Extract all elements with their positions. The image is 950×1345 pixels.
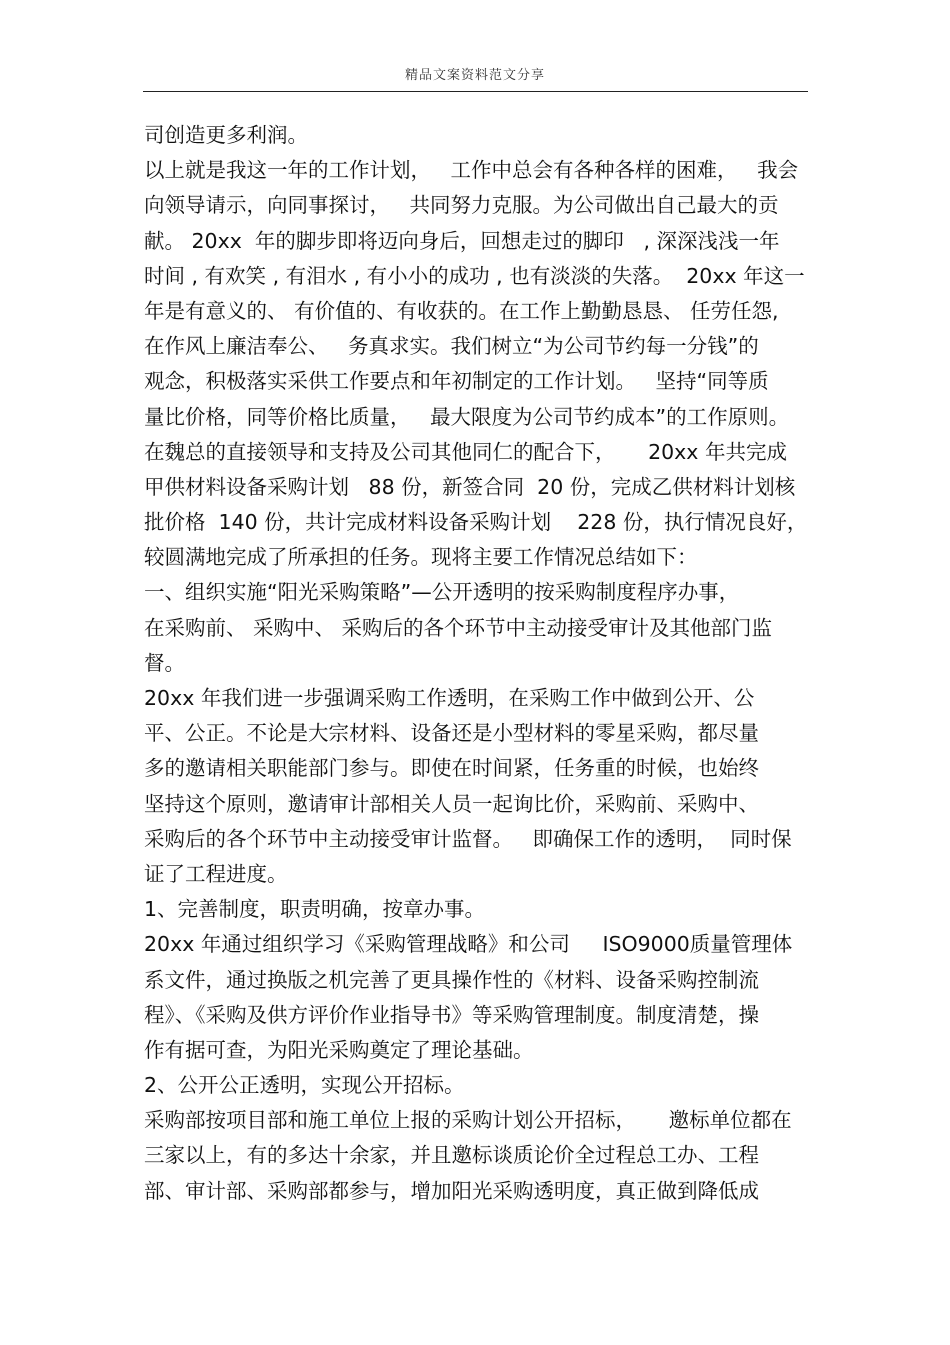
text-line: 坚持这个原则，邀请审计部相关人员一起询比价，采购前、采购中、 [144, 791, 759, 816]
text-line: 采购部按项目部和施工单位上报的采购计划公开招标， 邀标单位都在 [144, 1108, 792, 1133]
text-line: 多的邀请相关职能部门参与。即使在时间紧，任务重的时候，也始终 [144, 756, 759, 781]
text-line: 程》、《采购及供方评价作业指导书》等采购管理制度。制度清楚，操 [144, 1002, 759, 1027]
text-line: 司创造更多利润。 [144, 123, 308, 147]
section-heading: 一、组织实施“阳光采购策略”—公开透明的按采购制度程序办事， [144, 580, 740, 605]
text-line: 甲供材料设备采购计划 88 份，新签合同 20 份，完成乙供材料计划核 [144, 474, 796, 499]
text-line: 以上就是我这一年的工作计划， 工作中总会有各种各样的困难， 我会 [144, 158, 799, 183]
text-line: 20xx 年通过组织学习《采购管理战略》和公司 ISO9000质量管理体 [144, 932, 793, 957]
text-line: 时间 , 有欢笑 , 有泪水 , 有小小的成功 , 也有淡淡的失落。 20xx 年这一 [144, 263, 805, 288]
text-line: 三家以上，有的多达十余家，并且邀标谈质论价全过程总工办、工程 [144, 1143, 759, 1168]
text-line: 观念，积极落实采供工作要点和年初制定的工作计划。 坚持“同等质 [144, 369, 769, 394]
subsection-heading: 2、公开公正透明，实现公开招标。 [144, 1073, 465, 1098]
subsection-heading: 1、完善制度，职责明确，按章办事。 [144, 897, 486, 922]
text-line: 较圆满地完成了所承担的任务。现将主要工作情况总结如下： [144, 545, 698, 570]
text-line: 督。 [144, 650, 185, 675]
text-line: 献。 20xx 年的脚步即将迈向身后，回想走过的脚印 , 深深浅浅一年 [144, 228, 780, 253]
text-line: 向领导请示，向同事探讨， 共同努力克服。为公司做出自己最大的贡 [144, 193, 779, 218]
text-line: 平、公正。不论是大宗材料、设备还是小型材料的零星采购，都尽量 [144, 721, 759, 746]
document-body [144, 118, 809, 1209]
text-line: 采购后的各个环节中主动接受审计监督。 即确保工作的透明， 同时保 [144, 826, 792, 851]
text-line: 20xx 年我们进一步强调采购工作透明，在采购工作中做到公开、公 [144, 686, 755, 710]
header-divider [143, 91, 808, 92]
text-line: 在作风上廉洁奉公、 务真求实。我们树立“为公司节约每一分钱”的 [144, 334, 759, 359]
text-line: 作有据可查，为阳光采购奠定了理论基础。 [144, 1037, 534, 1062]
text-line: 系文件，通过换版之机完善了更具操作性的《材料、设备采购控制流 [144, 967, 759, 992]
text-line: 证了工程进度。 [144, 861, 288, 886]
text-line: 量比价格，同等价格比质量， 最大限度为公司节约成本”的工作原则。 [144, 404, 790, 429]
text-line: 年是有意义的、 有价值的、有收获的。在工作上勤勤恳恳、 任劳任怨, [144, 298, 779, 323]
text-line: 批价格 140 份，共计完成材料设备采购计划 228 份，执行情况良好， [144, 510, 808, 535]
text-line: 在魏总的直接领导和支持及公司其他同仁的配合下， 20xx 年共完成 [144, 439, 787, 464]
page-header: 精品文案资料范文分享 [404, 68, 545, 83]
text-line: 部、审计部、采购部都参与，增加阳光采购透明度，真正做到降低成 [144, 1178, 759, 1203]
text-line: 在采购前、 采购中、 采购后的各个环节中主动接受审计及其他部门监 [144, 615, 773, 640]
